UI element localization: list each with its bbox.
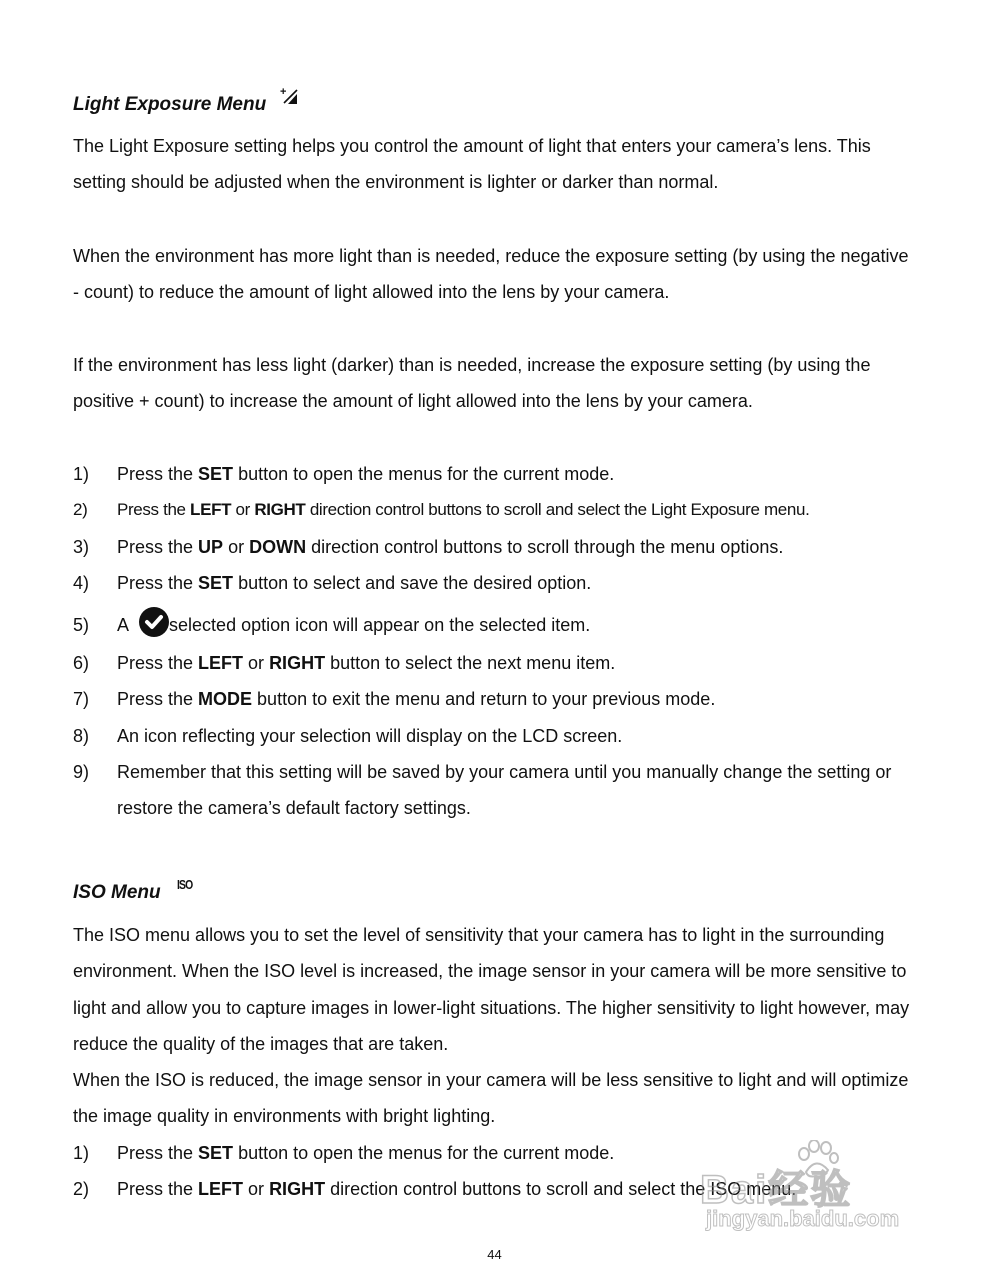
svg-text:+: + bbox=[280, 86, 287, 98]
list-item bbox=[73, 529, 923, 565]
steps-list bbox=[73, 456, 923, 827]
list-item bbox=[73, 456, 923, 492]
bold-term: RIGHT bbox=[254, 500, 306, 520]
iso-menu-heading bbox=[73, 877, 194, 904]
step-text: Press the bbox=[117, 1179, 199, 1200]
bold-term: DOWN bbox=[249, 536, 307, 557]
step-text: Press the bbox=[117, 464, 199, 484]
step-text: Press the bbox=[117, 536, 199, 557]
bold-term: UP bbox=[198, 536, 224, 557]
list-item bbox=[73, 754, 923, 827]
step-text: button to exit the menu and return to your previous mode. bbox=[252, 689, 716, 710]
step-text: direction control buttons to scroll and select the Light Exposure menu. bbox=[305, 500, 810, 520]
bold-term: RIGHT bbox=[269, 1179, 326, 1200]
watermark-site: jingyan.baidu.com bbox=[706, 1206, 900, 1231]
checkmark-circle-icon bbox=[139, 607, 169, 637]
step-text: or bbox=[223, 536, 250, 557]
watermark-brand: Bai经验 bbox=[700, 1168, 853, 1212]
list-item bbox=[73, 645, 923, 681]
paragraph: The ISO menu allows you to set the level of sensitivity that your camera has to light in the surrounding environment. When the ISO level is increased, the image sensor in your camera will be more sensitive to light and allow you to capture images in lower-light situations. The higher sensitivity to light however, may reduce the quality of the images that are taken. bbox=[73, 925, 910, 1054]
list-item bbox=[73, 681, 923, 717]
step-text: An icon reflecting your selection will display on the LCD screen. bbox=[117, 725, 623, 746]
bold-term: LEFT bbox=[198, 653, 244, 674]
step-number: 1) bbox=[73, 464, 90, 484]
step-text: Remember that this setting will be saved by your camera until you manually change the setting or restore the camera’s default factory settings. bbox=[117, 762, 892, 819]
step-text: Press the bbox=[117, 1143, 199, 1163]
list-item bbox=[73, 565, 923, 601]
step-text: button to open the menus for the current mode. bbox=[233, 1143, 615, 1163]
step-text: button to select the next menu item. bbox=[325, 653, 616, 674]
page-number: 44 bbox=[487, 1247, 502, 1262]
step-number: 9) bbox=[73, 762, 90, 783]
step-text: Press the bbox=[117, 572, 199, 593]
step-text: button to select and save the desired option. bbox=[233, 572, 592, 593]
list-item bbox=[73, 1171, 923, 1207]
bold-term: LEFT bbox=[190, 500, 232, 520]
list-item bbox=[73, 718, 923, 754]
exposure-compensation-icon bbox=[280, 86, 300, 109]
bold-term: SET bbox=[198, 464, 234, 484]
heading-title: ISO Menu bbox=[73, 882, 161, 903]
step-text: A bbox=[117, 615, 129, 636]
step-text: Press the bbox=[117, 689, 199, 710]
paragraph: When the environment has more light than is needed, reduce the exposure setting (by using the negative - count) to reduce the amount of light allowed into the lens by your camera. bbox=[73, 246, 909, 303]
step-text: or bbox=[243, 1179, 270, 1200]
iso-icon: ISO bbox=[176, 877, 193, 892]
bold-term: LEFT bbox=[198, 1179, 244, 1200]
step-text: or bbox=[231, 500, 255, 520]
list-item bbox=[73, 492, 923, 528]
bold-term: SET bbox=[198, 1143, 234, 1163]
step-number: 2) bbox=[73, 500, 88, 520]
steps-list bbox=[73, 1135, 923, 1208]
step-number: 2) bbox=[73, 1179, 90, 1200]
heading-title: Light Exposure Menu bbox=[73, 94, 267, 115]
step-text: selected option icon will appear on the selected item. bbox=[169, 615, 591, 636]
step-number: 6) bbox=[73, 653, 90, 674]
step-text: direction control buttons to scroll and select the ISO menu. bbox=[325, 1179, 797, 1200]
bold-term: RIGHT bbox=[269, 653, 326, 674]
step-text: button to open the menus for the current mode. bbox=[233, 464, 615, 484]
step-text: or bbox=[243, 653, 270, 674]
bold-term: SET bbox=[198, 572, 234, 593]
paragraph: When the ISO is reduced, the image sensor in your camera will be less sensitive to light and will optimize the image quality in environments with bright lighting. bbox=[73, 1070, 909, 1127]
step-number: 1) bbox=[73, 1143, 90, 1163]
step-text: direction control buttons to scroll through the menu options. bbox=[306, 536, 784, 557]
light-exposure-heading bbox=[73, 86, 300, 117]
step-text: Press the bbox=[117, 500, 191, 520]
step-number: 4) bbox=[73, 572, 90, 593]
step-text: Press the bbox=[117, 653, 199, 674]
list-item bbox=[73, 1135, 923, 1171]
paragraph: The Light Exposure setting helps you control the amount of light that enters your camera’s lens. This setting should be adjusted when the environment is lighter or darker than normal. bbox=[73, 136, 871, 193]
step-number: 8) bbox=[73, 725, 90, 746]
paragraph: If the environment has less light (darker) than is needed, increase the exposure setting (by using the positive + count) to increase the amount of light allowed into the lens by your camera. bbox=[73, 355, 871, 412]
bold-term: MODE bbox=[198, 689, 253, 710]
step-number: 7) bbox=[73, 689, 90, 710]
step-number: 5) bbox=[73, 615, 90, 636]
step-number: 3) bbox=[73, 536, 90, 557]
list-item bbox=[73, 601, 923, 645]
